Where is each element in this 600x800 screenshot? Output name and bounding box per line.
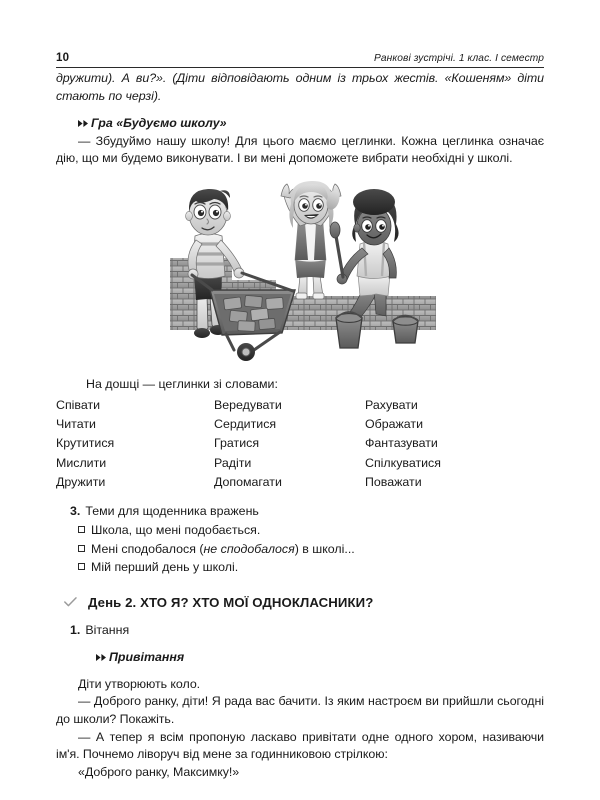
word-item: Дружити: [56, 475, 106, 490]
word-item: Допомагати: [214, 475, 282, 490]
page-body: [56, 70, 544, 781]
word-item: Читати: [56, 416, 96, 431]
paragraph: Діти утворюють коло.: [78, 676, 201, 691]
double-arrow-icon: [96, 648, 109, 661]
double-arrow-icon: [78, 114, 91, 127]
list-item-label: Школа, що мені подобається.: [91, 523, 261, 538]
day-heading-text: День 2. ХТО Я? ХТО МОЇ ОДНОКЛАСНИКИ?: [88, 594, 374, 610]
item-number: 1.: [70, 622, 81, 637]
mixed-prefix: Мені сподобалося (: [91, 541, 204, 556]
game-heading-line: [56, 114, 544, 133]
list-item: [56, 558, 544, 577]
square-bullet-icon: [78, 558, 91, 576]
page-number: 10: [56, 51, 70, 64]
closing-paragraphs: [56, 676, 544, 782]
children-building-wall-illustration: [150, 178, 450, 368]
word-item: Ображати: [365, 416, 424, 431]
list-item-label: [91, 540, 355, 559]
list-item-3: [56, 503, 544, 521]
word-item: Рахувати: [365, 397, 418, 412]
word-item: Фантазувати: [365, 436, 438, 451]
paragraph-continued: дружити). А ви?». (Діти відповідають одним із трьох жестів. «Кошеням» діти стають по черзі).: [56, 71, 544, 103]
greeting-heading-line: [56, 648, 544, 667]
mixed-italic: не сподобалося: [203, 541, 295, 556]
word-list: [56, 396, 544, 493]
paragraph: «Доброго ранку, Максимку!»: [78, 764, 240, 779]
paragraph: — Доброго ранку, діти! Я рада вас бачити. Із яким настроєм ви прийшли сьогодні до школи? Покажіть.: [56, 694, 544, 726]
mixed-suffix: ) в школі...: [294, 541, 355, 556]
running-head: [56, 40, 544, 68]
word-item: Спілкуватися: [365, 455, 441, 470]
running-title: Ранкові зустрічі. 1 клас. І семестр: [374, 52, 544, 64]
day-heading: [56, 593, 544, 612]
board-leadin: На дошці — цеглинки зі словами:: [86, 376, 278, 391]
square-bullet-icon: [78, 540, 91, 558]
word-item: Гратися: [214, 436, 260, 451]
list-item: [56, 521, 544, 540]
game-heading-text: Гра «Будуємо школу»: [91, 116, 227, 131]
game-speech-paragraph: — Збудуймо нашу школу! Для цього маємо цеглинки. Кожна цеглинка означає дію, що ми будемо виконувати. І ви мені допоможете вибрати необхідні у школі.: [56, 133, 544, 166]
word-item: Вередувати: [214, 397, 282, 412]
item-number: 3.: [70, 503, 81, 518]
word-item: Поважати: [365, 475, 422, 490]
paragraph: — А тепер я всім пропоную ласкаво привітати одне одного хором, називаючи ім'я. Почнемо ліворуч від мене за годинниковою стрілкою:: [56, 729, 544, 762]
list-item-label: Мій перший день у школі.: [91, 560, 239, 575]
word-item: Радіти: [214, 455, 252, 470]
check-icon: [64, 593, 88, 607]
word-item: Крутитися: [56, 436, 115, 451]
list-item-1: [56, 622, 544, 640]
word-item: Сердитися: [214, 416, 277, 431]
list-item: [56, 540, 544, 559]
illustration: [56, 178, 544, 370]
word-item: Співати: [56, 397, 101, 412]
square-bullet-icon: [78, 521, 91, 539]
word-item: Мислити: [56, 455, 107, 470]
item-title: Теми для щоденника вражень: [85, 503, 259, 518]
diary-topics-list: [56, 521, 544, 577]
item-title: Вітання: [85, 622, 130, 637]
greeting-heading-text: Привітання: [109, 650, 185, 665]
